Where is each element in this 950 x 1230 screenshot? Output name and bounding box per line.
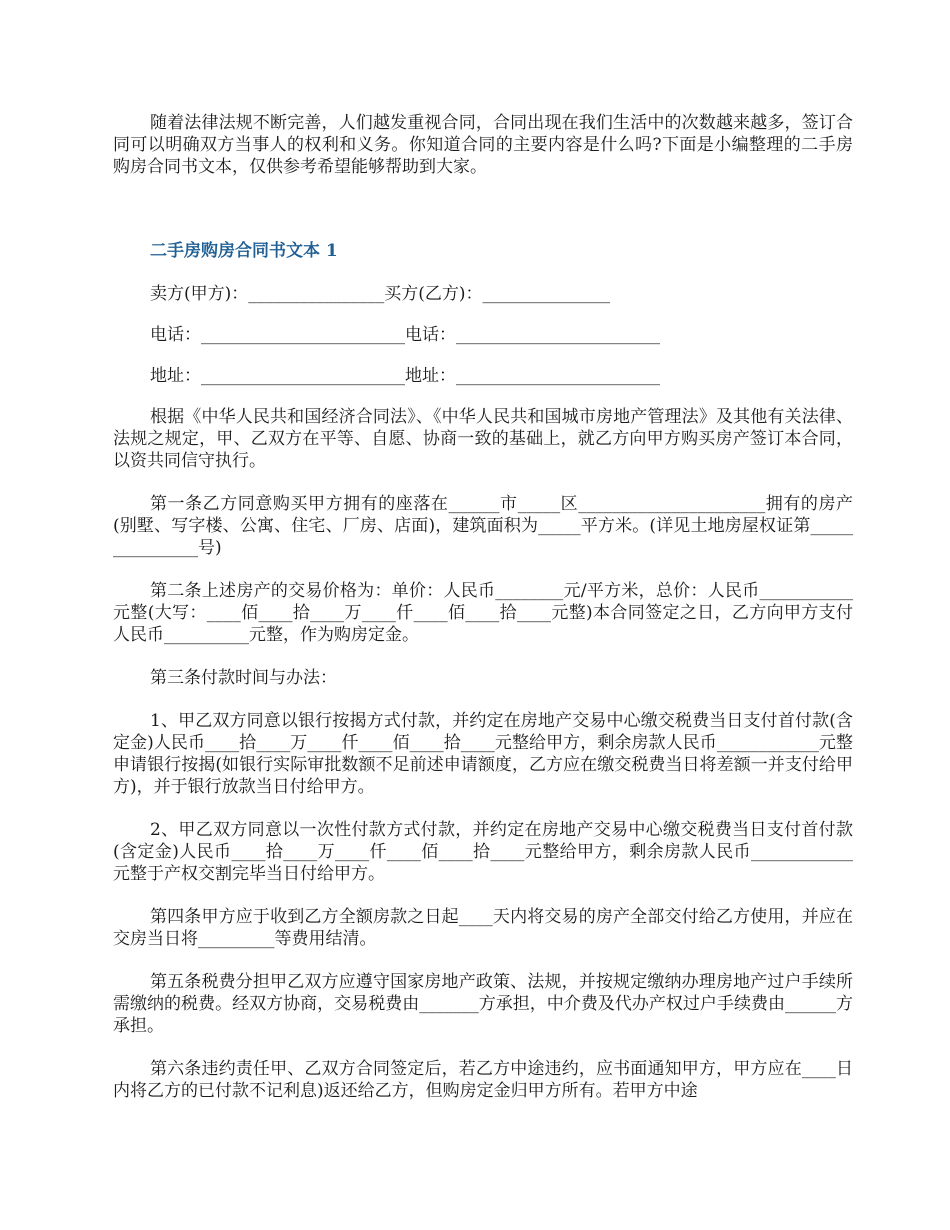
document-page: [113, 112, 853, 1102]
article-6-paragraph: 第六条违约责任甲、乙双方合同签定后，若乙方中途违约，应书面通知甲方，甲方应在____日内将乙方的已付款不记利息)返还给乙方，但购房定金归甲方所有。若甲方中途: [113, 1059, 853, 1101]
article-2-paragraph: 第二条上述房产的交易价格为：单价：人民币________元/平方米，总价：人民币___________元整(大写：____佰____拾____万____仟____佰____拾____元整)本合同签定之日，乙方向甲方支付人民币__________元整，作为购房定金。: [113, 581, 853, 645]
article-5-paragraph: 第五条税费分担甲乙双方应遵守国家房地产政策、法规，并按规定缴纳办理房地产过户手续所需缴纳的税费。经双方协商，交易税费由_______方承担，中介费及代办产权过户手续费由______方承担。: [113, 972, 853, 1036]
contract-title: 二手房购房合同书文本 1: [150, 241, 338, 261]
article-1-paragraph: 第一条乙方同意购买甲方拥有的座落在______市_____区______________________拥有的房产(别墅、写字楼、公寓、住宅、厂房、店面)，建筑面积为_____平方米。(详见土地房屋权证第_______________号): [113, 494, 853, 558]
article-4-paragraph: 第四条甲方应于收到乙方全额房款之日起____天内将交易的房产全部交付给乙方使用，并应在交房当日将_________等费用结清。: [113, 907, 853, 949]
phone-line: 电话：________________________电话：________________________: [150, 325, 660, 345]
article-3-paragraph: 第三条付款时间与办法：: [150, 668, 337, 688]
address-line: 地址：________________________地址：________________________: [150, 366, 660, 386]
payment-option-2-paragraph: 2、甲乙双方同意以一次性付款方式付款，并约定在房地产交易中心缴交税费当日支付首付款(含定金)人民币____拾____万____仟____佰____拾____元整给甲方，剩余房款人民币____________元整于产权交割完毕当日付给甲方。: [113, 820, 853, 884]
payment-option-1-paragraph: 1、甲乙双方同意以银行按揭方式付款，并约定在房地产交易中心缴交税费当日支付首付款(含定金)人民币____拾____万____仟____佰____拾____元整给甲方，剩余房款人民币____________元整申请银行按揭(如银行实际审批数额不足前述申请额度，乙方应在缴交税费当日将差额一并支付给甲方)，并于银行放款当日付给甲方。: [113, 711, 853, 797]
intro-paragraph: 随着法律法规不断完善，人们越发重视合同，合同出现在我们生活中的次数越来越多，签订合同可以明确双方当事人的权利和义务。你知道合同的主要内容是什么吗?下面是小编整理的二手房购房合同书文本，仅供参考希望能够帮助到大家。: [113, 113, 853, 177]
seller-buyer-line: 卖方(甲方)：________________买方(乙方)：_______________: [150, 284, 611, 304]
preamble-paragraph: 根据《中华人民共和国经济合同法》、《中华人民共和国城市房地产管理法》及其他有关法律、法规之规定，甲、乙双方在平等、自愿、协商一致的基础上，就乙方向甲方购买房产签订本合同，以资共同信守执行。: [113, 407, 853, 471]
